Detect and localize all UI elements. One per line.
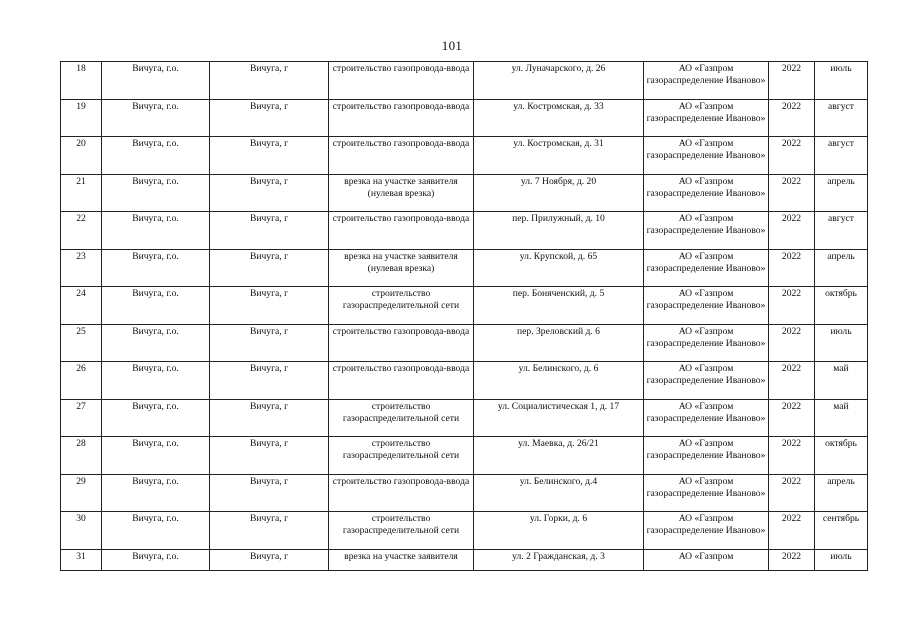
district-cell: Вичуга, г.о.	[102, 362, 210, 400]
district-cell: Вичуга, г.о.	[102, 474, 210, 512]
address-cell: ул. Луначарского, д. 26	[474, 62, 644, 100]
work-type-cell: строительство газопровода-ввода	[329, 99, 474, 137]
table-row	[61, 62, 868, 100]
table-row	[61, 137, 868, 175]
month-cell: апрель	[815, 174, 868, 212]
organization-cell: АО «Газпром газораспределение Иваново»	[644, 474, 769, 512]
row-number-cell: 31	[61, 549, 102, 570]
organization-cell: АО «Газпром газораспределение Иваново»	[644, 137, 769, 175]
district-cell: Вичуга, г.о.	[102, 174, 210, 212]
row-number-cell: 25	[61, 324, 102, 362]
address-cell: ул. 7 Ноября, д. 20	[474, 174, 644, 212]
settlement-cell: Вичуга, г	[210, 324, 329, 362]
address-cell: ул. Белинского, д. 6	[474, 362, 644, 400]
month-cell: октябрь	[815, 287, 868, 325]
table-row	[61, 399, 868, 437]
settlement-cell: Вичуга, г	[210, 474, 329, 512]
organization-cell: АО «Газпром газораспределение Иваново»	[644, 324, 769, 362]
settlement-cell: Вичуга, г	[210, 174, 329, 212]
year-cell: 2022	[769, 362, 815, 400]
table-row	[61, 249, 868, 287]
address-cell: пер. Зреловский д. 6	[474, 324, 644, 362]
district-cell: Вичуга, г.о.	[102, 437, 210, 475]
work-type-cell: строительство газопровода-ввода	[329, 362, 474, 400]
month-cell: июль	[815, 549, 868, 570]
row-number-cell: 29	[61, 474, 102, 512]
month-cell: август	[815, 137, 868, 175]
settlement-cell: Вичуга, г	[210, 287, 329, 325]
row-number-cell: 22	[61, 212, 102, 250]
address-cell: ул. 2 Гражданская, д. 3	[474, 549, 644, 570]
organization-cell: АО «Газпром газораспределение Иваново»	[644, 287, 769, 325]
month-cell: апрель	[815, 249, 868, 287]
work-type-cell: врезка на участке заявителя (нулевая врезка)	[329, 174, 474, 212]
row-number-cell: 23	[61, 249, 102, 287]
month-cell: май	[815, 362, 868, 400]
work-type-cell: врезка на участке заявителя (нулевая врезка)	[329, 249, 474, 287]
organization-cell: АО «Газпром газораспределение Иваново»	[644, 62, 769, 100]
settlement-cell: Вичуга, г	[210, 512, 329, 550]
address-cell: ул. Костромская, д. 33	[474, 99, 644, 137]
table-row	[61, 437, 868, 475]
month-cell: апрель	[815, 474, 868, 512]
organization-cell: АО «Газпром газораспределение Иваново»	[644, 99, 769, 137]
address-cell: пер. Прилужный, д. 10	[474, 212, 644, 250]
table-row	[61, 324, 868, 362]
work-type-cell: строительство газопровода-ввода	[329, 212, 474, 250]
address-cell: пер. Боняченский, д. 5	[474, 287, 644, 325]
row-number-cell: 20	[61, 137, 102, 175]
address-cell: ул. Маевка, д. 26/21	[474, 437, 644, 475]
settlement-cell: Вичуга, г	[210, 62, 329, 100]
settlement-cell: Вичуга, г	[210, 399, 329, 437]
year-cell: 2022	[769, 212, 815, 250]
row-number-cell: 21	[61, 174, 102, 212]
district-cell: Вичуга, г.о.	[102, 549, 210, 570]
address-cell: ул. Костромская, д. 31	[474, 137, 644, 175]
district-cell: Вичуга, г.о.	[102, 62, 210, 100]
settlement-cell: Вичуга, г	[210, 549, 329, 570]
gasification-schedule-table	[60, 61, 868, 571]
year-cell: 2022	[769, 437, 815, 475]
district-cell: Вичуга, г.о.	[102, 324, 210, 362]
district-cell: Вичуга, г.о.	[102, 287, 210, 325]
row-number-cell: 18	[61, 62, 102, 100]
row-number-cell: 28	[61, 437, 102, 475]
row-number-cell: 27	[61, 399, 102, 437]
work-type-cell: врезка на участке заявителя	[329, 549, 474, 570]
year-cell: 2022	[769, 137, 815, 175]
year-cell: 2022	[769, 62, 815, 100]
table-row	[61, 287, 868, 325]
table-row	[61, 212, 868, 250]
settlement-cell: Вичуга, г	[210, 99, 329, 137]
table-row	[61, 512, 868, 550]
table-row	[61, 99, 868, 137]
month-cell: сентябрь	[815, 512, 868, 550]
organization-cell: АО «Газпром газораспределение Иваново»	[644, 362, 769, 400]
address-cell: ул. Горки, д. 6	[474, 512, 644, 550]
row-number-cell: 30	[61, 512, 102, 550]
table-row	[61, 549, 868, 570]
address-cell: ул. Социалистическая 1, д. 17	[474, 399, 644, 437]
table-row	[61, 174, 868, 212]
settlement-cell: Вичуга, г	[210, 362, 329, 400]
year-cell: 2022	[769, 549, 815, 570]
year-cell: 2022	[769, 174, 815, 212]
organization-cell: АО «Газпром газораспределение Иваново»	[644, 212, 769, 250]
year-cell: 2022	[769, 399, 815, 437]
year-cell: 2022	[769, 512, 815, 550]
organization-cell: АО «Газпром газораспределение Иваново»	[644, 437, 769, 475]
page-number: 101	[441, 38, 463, 53]
row-number-cell: 19	[61, 99, 102, 137]
month-cell: октябрь	[815, 437, 868, 475]
year-cell: 2022	[769, 287, 815, 325]
year-cell: 2022	[769, 474, 815, 512]
district-cell: Вичуга, г.о.	[102, 399, 210, 437]
work-type-cell: строительство газопровода-ввода	[329, 324, 474, 362]
work-type-cell: строительство газопровода-ввода	[329, 474, 474, 512]
address-cell: ул. Белинского, д.4	[474, 474, 644, 512]
settlement-cell: Вичуга, г	[210, 249, 329, 287]
year-cell: 2022	[769, 324, 815, 362]
organization-cell: АО «Газпром газораспределение Иваново»	[644, 512, 769, 550]
month-cell: август	[815, 99, 868, 137]
organization-cell: АО «Газпром газораспределение Иваново»	[644, 174, 769, 212]
month-cell: июль	[815, 324, 868, 362]
work-type-cell: строительство газопровода-ввода	[329, 137, 474, 175]
settlement-cell: Вичуга, г	[210, 137, 329, 175]
row-number-cell: 26	[61, 362, 102, 400]
organization-cell: АО «Газпром газораспределение Иваново»	[644, 249, 769, 287]
work-type-cell: строительство газопровода-ввода	[329, 62, 474, 100]
month-cell: июль	[815, 62, 868, 100]
district-cell: Вичуга, г.о.	[102, 137, 210, 175]
year-cell: 2022	[769, 249, 815, 287]
work-type-cell: строительство газораспределительной сети	[329, 437, 474, 475]
settlement-cell: Вичуга, г	[210, 437, 329, 475]
table-row	[61, 362, 868, 400]
district-cell: Вичуга, г.о.	[102, 249, 210, 287]
address-cell: ул. Крупской, д. 65	[474, 249, 644, 287]
month-cell: май	[815, 399, 868, 437]
district-cell: Вичуга, г.о.	[102, 99, 210, 137]
work-type-cell: строительство газораспределительной сети	[329, 512, 474, 550]
table-row	[61, 474, 868, 512]
month-cell: август	[815, 212, 868, 250]
year-cell: 2022	[769, 99, 815, 137]
organization-cell: АО «Газпром газораспределение Иваново»	[644, 399, 769, 437]
settlement-cell: Вичуга, г	[210, 212, 329, 250]
district-cell: Вичуга, г.о.	[102, 512, 210, 550]
district-cell: Вичуга, г.о.	[102, 212, 210, 250]
organization-cell: АО «Газпром	[644, 549, 769, 570]
row-number-cell: 24	[61, 287, 102, 325]
work-type-cell: строительство газораспределительной сети	[329, 399, 474, 437]
work-type-cell: строительство газораспределительной сети	[329, 287, 474, 325]
